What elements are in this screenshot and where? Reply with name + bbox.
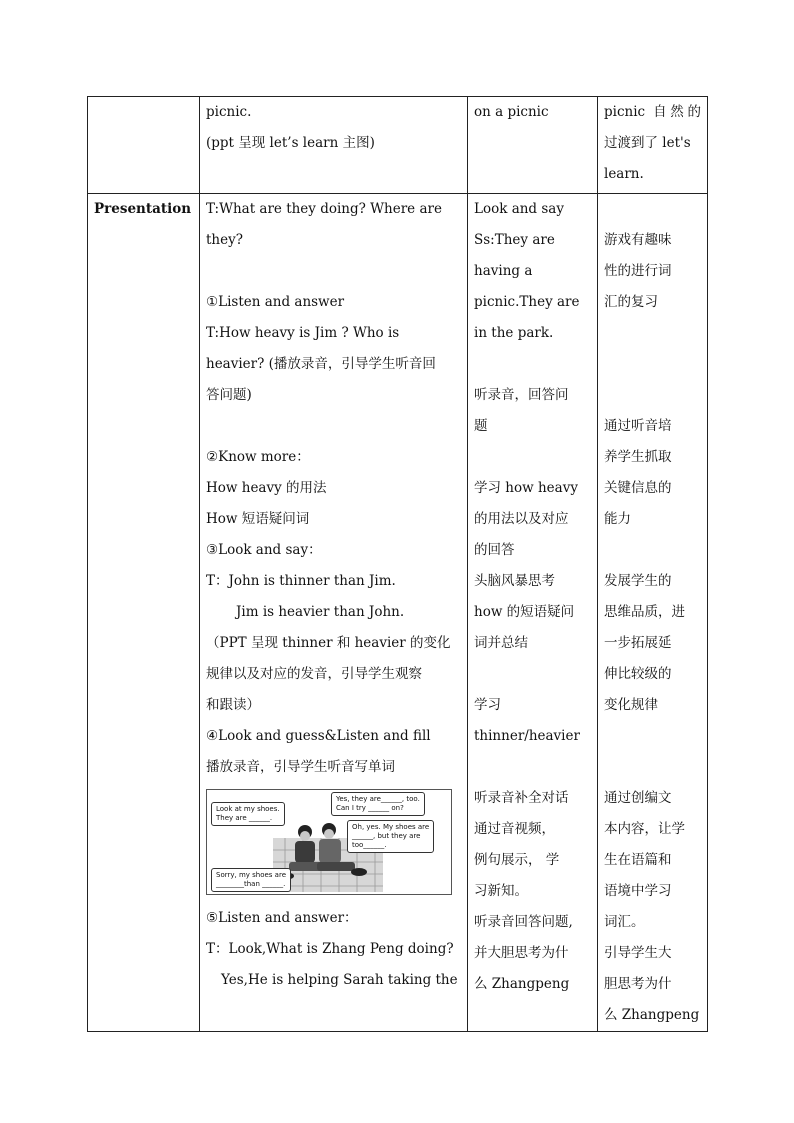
- cell-line: 通过听音培: [604, 418, 672, 434]
- teacher-activity-cell: picnic. (ppt 呈现 let’s learn 主图): [200, 97, 468, 194]
- cell-line: [604, 318, 701, 349]
- cell-line: 的回答: [474, 542, 515, 558]
- cell-line: how 的短语疑问: [474, 604, 575, 620]
- cell-line: 生在语篇和: [604, 852, 672, 868]
- cell-line: 发展学生的: [604, 573, 672, 589]
- stage-cell: [88, 97, 200, 194]
- cell-line: 通过音视频，: [474, 821, 555, 837]
- cell-line: [604, 752, 701, 783]
- cell-line: 词汇。: [604, 914, 645, 930]
- cell-line: 游戏有趣味: [604, 232, 672, 248]
- cell-line: 通过创编文: [604, 790, 672, 806]
- teacher-activity-cell: T:What are they doing? Where are they? ①Listen and answer T:How heavy is Jim ? Who is heavier? (播放录音，引导学生听音回 答问题) ②Know more： How heavy 的用法 How 短语疑问词 ③Look and say： T：John is thinner than Jim. Jim is heavier than John. （PPT 呈现 thinner 和 heavier 的变化 规律以及对应的发音，引导学生观察 和跟读） ④Look and guess&Listen and fill 播放录音，引导学生听音写单词 Look at my shoes. They are ______. Yes, they are______, too. Can I try ______ on? Oh, yes. My shoes are ______, but they are too______. Sorry, my shoes are ________than ______. ⑤Listen and answer： T：Look,What is Zhang Peng doing? Yes,He is helping Sarah taking the: [200, 194, 468, 1032]
- step-title: ③Look and say：: [206, 542, 322, 558]
- cell-line: picnic.They are: [474, 294, 580, 310]
- speech-bubble: Look at my shoes. They are ______.: [211, 802, 285, 826]
- step-title: ①Listen and answer: [206, 294, 345, 310]
- cell-line: 伸比较级的: [604, 666, 672, 682]
- cell-line: Ss:They are: [474, 232, 555, 248]
- cell-line: 学习 how heavy: [474, 480, 578, 496]
- purpose-cell: picnic 自然的 过渡到了 let's learn.: [598, 97, 708, 194]
- stage-cell: Presentation: [88, 194, 200, 1032]
- cell-line: [604, 349, 701, 380]
- cell-line: 听录音，回答问: [474, 387, 569, 403]
- cell-line: 语境中学习: [604, 883, 672, 899]
- student-activity-cell: on a picnic: [468, 97, 598, 194]
- cell-line: thinner/heavier: [474, 728, 580, 744]
- speech-bubble: Yes, they are______, too. Can I try ______ on?: [331, 792, 425, 816]
- cell-line: 能力: [604, 511, 631, 527]
- cell-line: 听录音补全对话: [474, 790, 569, 806]
- cell-line: 例句展示， 学: [474, 852, 560, 868]
- cell-line: 头脑风暴思考: [474, 573, 555, 589]
- cell-line: [474, 659, 591, 690]
- cell-line: in the park.: [474, 325, 554, 341]
- cell-line: [474, 349, 591, 380]
- cell-line: 并大胆思考为什: [474, 945, 569, 961]
- cell-line: 题: [474, 418, 488, 434]
- table-row: [88, 97, 708, 194]
- cell-line: 性的进行词: [604, 263, 672, 279]
- cell-line: 听录音回答问题,: [474, 914, 573, 930]
- cell-line: 变化规律: [604, 697, 658, 713]
- cell-line: 么 Zhangpeng: [604, 1007, 700, 1023]
- cell-line: 词并总结: [474, 635, 528, 651]
- cell-line: 思维品质，进: [604, 604, 685, 620]
- cell-line: 的用法以及对应: [474, 511, 569, 527]
- cell-line: 么 Zhangpeng: [474, 976, 570, 992]
- cell-line: 习新知。: [474, 883, 528, 899]
- step-title: ⑤Listen and answer：: [206, 910, 358, 926]
- cell-line: 胆思考为什: [604, 976, 672, 992]
- cell-line: 引导学生大: [604, 945, 672, 961]
- cell-line: 养学生抓取: [604, 449, 672, 465]
- cell-line: [604, 194, 701, 225]
- cell-line: Look and say: [474, 201, 564, 217]
- table-row: [88, 194, 708, 1032]
- speech-bubble: Oh, yes. My shoes are ______, but they are too______.: [347, 820, 434, 853]
- cell-line: [604, 380, 701, 411]
- cell-line: [604, 535, 701, 566]
- cell-line: [604, 721, 701, 752]
- dialogue-illustration: [206, 789, 452, 895]
- cell-line: [474, 752, 591, 783]
- cell-line: having a: [474, 263, 533, 279]
- step-title: ④Look and guess&Listen and fill: [206, 728, 431, 744]
- student-activity-cell: [468, 194, 598, 1032]
- cell-line: 关键信息的: [604, 480, 672, 496]
- cell-line: 学习: [474, 697, 501, 713]
- cell-line: 汇的复习: [604, 294, 658, 310]
- speech-bubble: Sorry, my shoes are ________than ______.: [211, 868, 291, 892]
- lesson-plan-table: [87, 96, 708, 1032]
- purpose-cell: [598, 194, 708, 1032]
- cell-line: [474, 442, 591, 473]
- cell-line: 一步拓展延: [604, 635, 672, 651]
- cell-line: 本内容，让学: [604, 821, 685, 837]
- step-title: ②Know more：: [206, 449, 310, 465]
